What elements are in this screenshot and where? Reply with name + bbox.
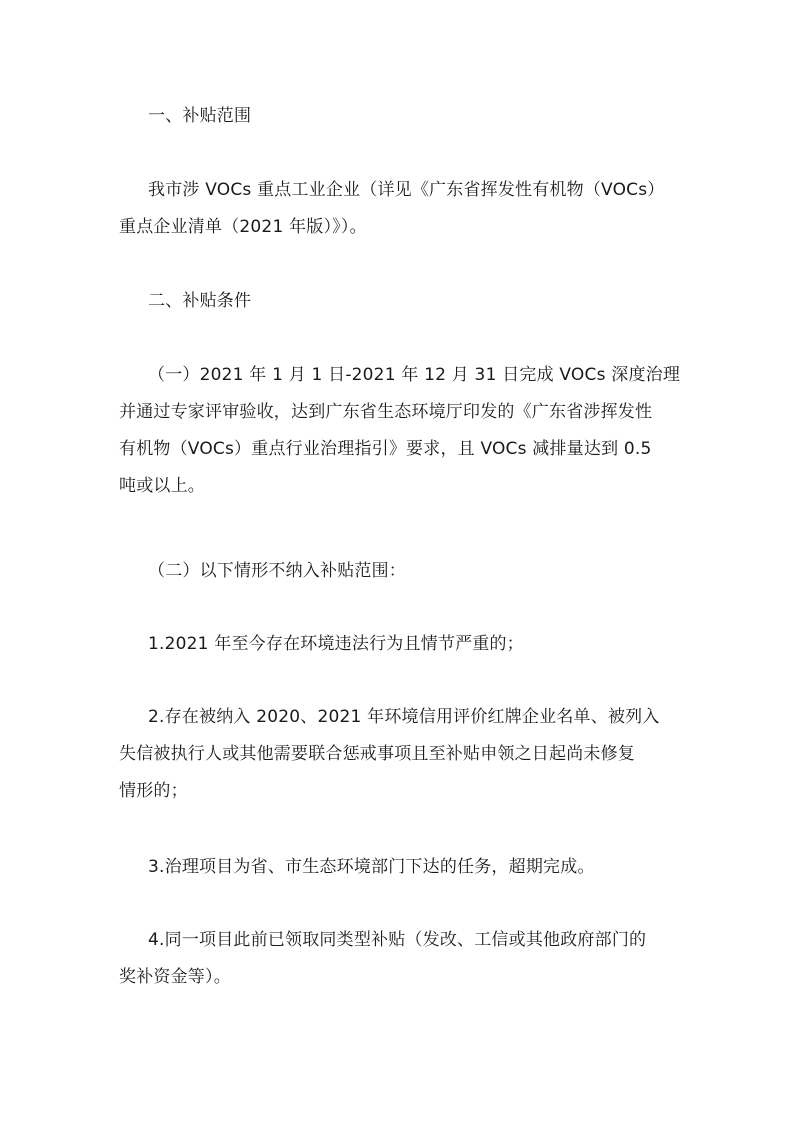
- paragraph-line: 吨或以上。: [119, 476, 205, 496]
- condition-2-heading: [119, 553, 708, 590]
- paragraph-line: 重点企业清单（2021 年版）》）。: [119, 217, 367, 237]
- paragraph-line: 我市涉 VOCs 重点工业企业（详见《广东省挥发性有机物（VOCs）: [148, 180, 665, 200]
- paragraph-line: 情形的；: [119, 781, 188, 801]
- section-1-paragraph: [119, 172, 679, 246]
- exclusion-4-paragraph: [119, 922, 679, 996]
- paragraph-line: 有机物（VOCs）重点行业治理指引》要求，且 VOCs 减排量达到 0.5: [119, 439, 652, 459]
- paragraph-line: 失信被执行人或其他需要联合惩戒事项且至补贴申领之日起尚未修复: [119, 744, 635, 764]
- paragraph-line: 奖补资金等）。: [119, 967, 231, 987]
- paragraph-line: 4.同一项目此前已领取同类型补贴（发改、工信或其他政府部门的: [148, 930, 647, 950]
- paragraph-line: 1.2021 年至今存在环境违法行为且情节严重的；: [148, 634, 524, 654]
- heading-text: 二、补贴条件: [148, 291, 252, 311]
- heading-text: 一、补贴范围: [148, 106, 252, 126]
- section-1-heading: [119, 98, 708, 135]
- section-2-heading: [119, 283, 708, 320]
- exclusion-1-paragraph: [119, 626, 679, 663]
- paragraph-line: 2.存在被纳入 2020、2021 年环境信用评价红牌企业名单、被列入: [148, 707, 660, 727]
- exclusion-3-paragraph: [119, 849, 679, 886]
- heading-text: （二）以下情形不纳入补贴范围：: [148, 561, 406, 581]
- paragraph-line: 并通过专家评审验收，达到广东省生态环境厅印发的《广东省涉挥发性: [119, 402, 653, 422]
- exclusion-2-paragraph: [119, 699, 679, 810]
- condition-1-paragraph: [119, 357, 679, 505]
- paragraph-line: （一）2021 年 1 月 1 日-2021 年 12 月 31 日完成 VOCs 深度治理: [148, 365, 681, 385]
- paragraph-line: 3.治理项目为省、市生态环境部门下达的任务，超期完成。: [148, 857, 595, 877]
